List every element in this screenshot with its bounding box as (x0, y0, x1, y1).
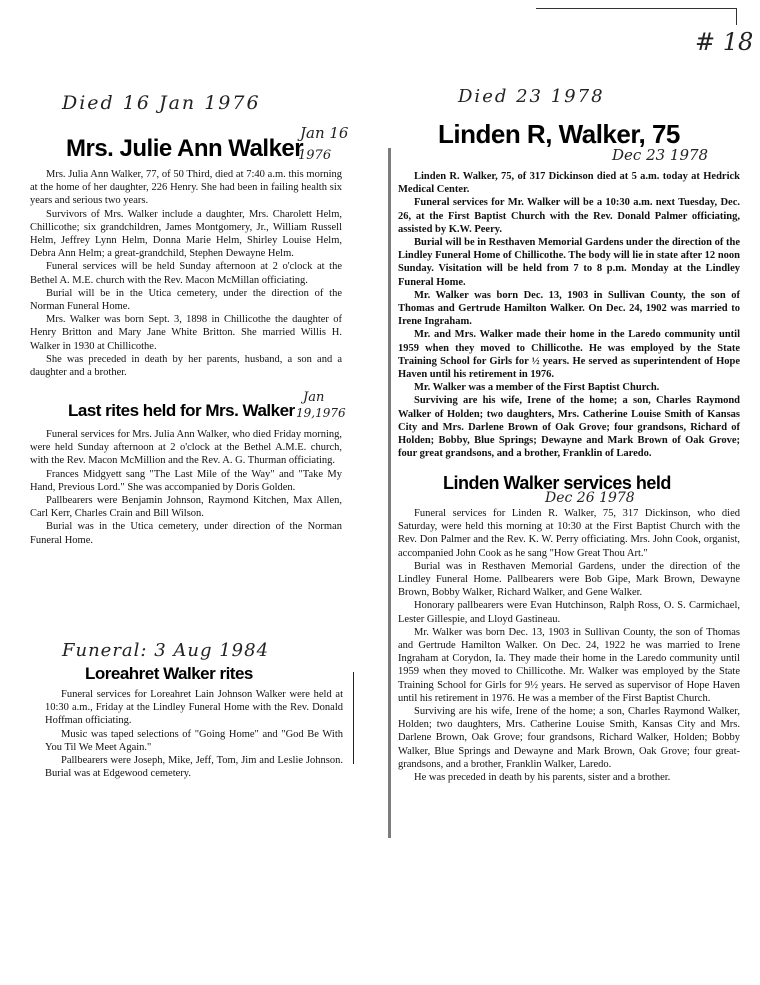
loreahret-headline: Loreahret Walker rites (85, 664, 253, 683)
article-paragraph: Mrs. Julia Ann Walker, 77, of 50 Third, died at 7:40 a.m. this morning at the home of her daughter, 226 Henry. She had been in failing health six years and serious two years. (30, 169, 342, 207)
rites-date-note-bottom: 19,1976 (296, 406, 346, 420)
last-rites-article (30, 428, 342, 547)
article-paragraph: Surviving are his wife, Irene of the home; a son, Charles Raymond Walker of Holden; two daughters, Mrs. Catherine Louise Smith of Kansas City and Mrs. Darlene Brown of Oak Grove; four grandsons, Richard of Holden; Bobby, Blue Springs; Dewayne and Mark Brown of Oak Grove; four great grandsons, and a brother, Franklin of Laredo. (398, 395, 740, 460)
linden-walker-article (398, 170, 740, 460)
article-paragraph: Mr. and Mrs. Walker made their home in the Laredo community until 1959 when they moved to Chillicothe. He was employed by the State Training School for Girls for ½ years. He served as superintendent of Hope Haven until his retirement in 1976. (398, 329, 740, 381)
article-paragraph: Funeral services will be held Sunday afternoon at 2 o'clock at the Bethel A. M.E. church with the Rev. Macon McMillan officiating. (30, 261, 342, 286)
funeral-handwritten-note: Funeral: 3 Aug 1984 (62, 640, 270, 661)
article-paragraph: Funeral services for Loreahret Lain Johnson Walker were held at 10:30 a.m., Friday at the Lindley Funeral Home with the Rev. Donald Hoffman officiating. (45, 689, 343, 727)
article-paragraph: Surviving are his wife, Irene of the home; a son, Charles Raymond Walker, Holden; two daughters, Mrs. Catherine Louise Smith, Kansas City and Mrs. Darlene Brown, Oak Grove; four grandsons, Richard Walker, Holden; Bobby Walker, Blue Springs and Dewayne and Mark Brown, Oak Grove; four great-grandsons, and a brother, Franklin Walker, Laredo. (398, 706, 740, 770)
died-handwritten-note: Died 16 Jan 1976 (62, 92, 261, 114)
article-paragraph: Survivors of Mrs. Walker include a daughter, Mrs. Charolett Helm, Chillicothe; six grandchildren, James Montgomery, Jr., William Russell Helm, Jeffrey Lynn Helm, Donna Marie Helm, Shirley Louise Helm, Debra Ann Helm; a great-grandchild, Stephen Dewayne Helm. (30, 208, 342, 260)
article-paragraph: Pallbearers were Benjamin Johnson, Raymond Kitchen, Max Allen, Carl Kerr, Charles Crain and Bill Wilson. (30, 495, 342, 520)
linden-walker-headline: Linden R, Walker, 75 (438, 119, 680, 149)
article-paragraph: Honorary pallbearers were Evan Hutchinson, Ralph Ross, O. S. Carmichael, Lester Gillespie, and Lloyd Gastineau. (398, 600, 740, 625)
article-paragraph: Burial will be in Resthaven Memorial Gardens under the direction of the Lindley Funeral Home of Chillicothe. The body will lie in state after 12 noon Sunday. Visitation will be held from 7 to 8 p.m. Monday at the Lindley Funeral Home. (398, 237, 740, 288)
article-paragraph: Burial was in the Utica cemetery, under direction of the Norman Funeral Home. (30, 521, 342, 546)
linden-date-note: Dec 23 1978 (612, 146, 709, 164)
linden-services-article (398, 507, 740, 784)
article-paragraph: Mr. Walker was born Dec. 13, 1903 in Sullivan County, the son of Thomas and Gertrude Hamilton Walker. On Dec. 24, 1902 was married to Irene Ingraham. (398, 289, 740, 328)
article-paragraph: Burial will be in the Utica cemetery, under the direction of the Norman Funeral Home. (30, 287, 342, 313)
julie-date-note-bottom: 1976 (298, 148, 332, 163)
julie-date-note-top: Jan 16 (300, 124, 349, 142)
corner-handwritten-note: # 18 (695, 28, 754, 56)
clipping-border-line (353, 672, 354, 764)
rites-date-note-top: Jan (303, 390, 325, 405)
article-paragraph: Music was taped selections of "Going Home" and "God Be With You Til We Meet Again." (45, 728, 343, 753)
last-rites-headline: Last rites held for Mrs. Walker (68, 401, 295, 420)
article-paragraph: Funeral services for Mrs. Julia Ann Walker, who died Friday morning, were held Sunday afternoon at 2 o'clock at the Bethel A.M.E. church, with the Rev. Macon McMillion and the Rev. A. G. Thurman officiating. (30, 429, 342, 467)
article-paragraph: Linden R. Walker, 75, of 317 Dickinson died at 5 a.m. today at Hedrick Medical Center. (398, 171, 740, 196)
column-divider-shadow (388, 148, 391, 838)
article-paragraph: Mr. Walker was born Dec. 13, 1903 in Sullivan County, the son of Thomas and Gertrude Hamilton Walker. On Dec. 24, 1922 he was married to Irene Ingraham at Corydon, Ia. They made their home in the Laredo community until 1959 when they moved to Chillicothe. Mr. Walker was employed by the State Training School for Girls for 9½ years. He served as supervisor of Hope Haven until his retirement in 1976. He was a member of the First Baptist Church. (398, 626, 740, 704)
linden-services-headline: Linden Walker services held (443, 473, 671, 493)
article-paragraph: She was preceded in death by her parents, husband, a son and a daughter and a brother. (30, 353, 342, 379)
article-paragraph: He was preceded in death by his parents, sister and a brother. (414, 772, 671, 784)
article-paragraph: Frances Midgyett sang "The Last Mile of the Way" and "Take My Hand, Previous Lord." She was accompanied by Doris Golden. (30, 468, 342, 493)
article-paragraph: Burial was in Resthaven Memorial Gardens, under the direction of the Lindley Funeral Home. Pallbearers were Bob Gipe, Mark Brown, Dewayne Brown, Bobby Walker, Richard Walker, and Gene Walker. (398, 560, 740, 599)
article-paragraph: Funeral services for Mr. Walker will be a 10:30 a.m. next Tuesday, Dec. 26, at the First Baptist Church with the Rev. Donald Palmer officiating, assisted by K.W. Peery. (398, 197, 740, 235)
loreahret-article (45, 688, 343, 780)
linden-services-date-note: Dec 26 1978 (545, 490, 635, 506)
article-paragraph: Mr. Walker was a member of the First Baptist Church. (414, 382, 660, 394)
article-paragraph: Mrs. Walker was born Sept. 3, 1898 in Chillicothe the daughter of Henry Britton and Mary Jane White Britton. She married Willis H. Walker in 1930 at Chillicothe. (30, 314, 342, 352)
julie-walker-headline: Mrs. Julie Ann Walker (66, 135, 304, 162)
clipping-border-top (536, 8, 737, 25)
linden-died-handwritten-note: Died 23 1978 (458, 86, 605, 107)
article-paragraph: Funeral services for Linden R. Walker, 75, 317 Dickinson, who died Saturday, were held this morning at 10:30 at the First Baptist Church with the Rev. Don Palmer and the Rev. K. W. Perry officiating. Mrs. John Cook, organist, accompanied John Cook as he sang "How Great Thou Art." (398, 508, 740, 559)
article-paragraph: Pallbearers were Joseph, Mike, Jeff, Tom, Jim and Leslie Johnson. Burial was at Edgewood cemetery. (45, 755, 343, 780)
julie-walker-article (30, 168, 342, 379)
